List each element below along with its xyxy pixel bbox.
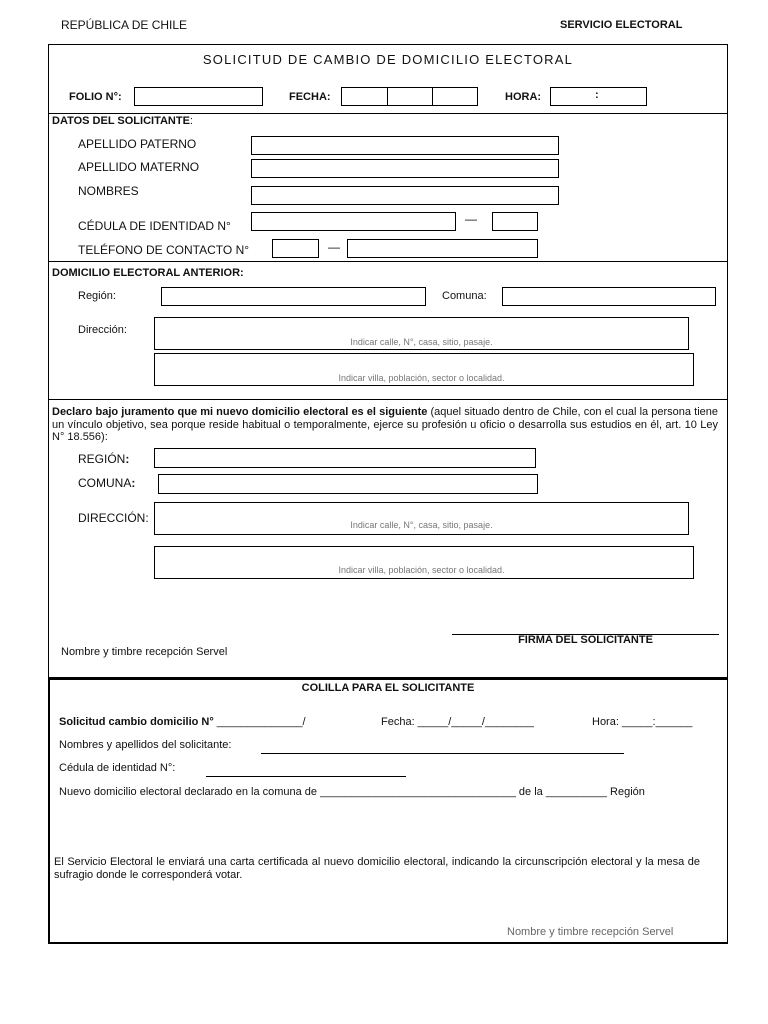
colilla-hora: Hora: _____:______	[592, 716, 693, 728]
nuevo-villa-hint: Indicar villa, población, sector o localidad.	[338, 565, 505, 575]
anterior-region-input[interactable]	[161, 287, 426, 306]
anterior-comuna-label: Comuna:	[442, 290, 487, 302]
colilla-nombres-label: Nombres y apellidos del solicitante:	[59, 739, 232, 751]
nuevo-comuna-input[interactable]	[158, 474, 538, 494]
colilla-nuevo-domicilio: Nuevo domicilio electoral declarado en la comuna de ________________________________ de la __________ Región	[59, 786, 645, 798]
colilla-title: COLILLA PARA EL SOLICITANTE	[301, 682, 475, 694]
colilla-carta-text: El Servicio Electoral le enviará una carta certificada al nuevo domicilio electoral, indicando la circunscripción electoral y la mesa de sufragio donde le corresponderá votar.	[54, 856, 700, 881]
solicitante-heading: DATOS DEL SOLICITANTE:	[52, 115, 193, 127]
cedula-dash: —	[465, 212, 477, 226]
firma-label: FIRMA DEL SOLICITANTE	[518, 634, 653, 646]
apellido-paterno-label: APELLIDO PATERNO	[78, 137, 197, 151]
nuevo-direccion-label: DIRECCIÓN:	[78, 511, 149, 525]
fecha-divider	[387, 87, 388, 106]
timbre-label: Nombre y timbre recepción Servel	[61, 646, 228, 658]
fecha-label: FECHA:	[289, 91, 331, 103]
nombres-input[interactable]	[251, 186, 559, 205]
anterior-heading: DOMICILIO ELECTORAL ANTERIOR:	[52, 267, 244, 279]
anterior-comuna-input[interactable]	[502, 287, 716, 306]
nuevo-calle-hint: Indicar calle, N°, casa, sitio, pasaje.	[350, 520, 493, 530]
telefono-codigo-input[interactable]	[272, 239, 319, 258]
declaracion-text: Declaro bajo juramento que mi nuevo domicilio electoral es el siguiente (aquel situado dentro de Chile, con el cual la persona tiene un vínculo objetivo, sea porque reside habitual o temporalmente, ejerce su profesión u oficio o desarrolla sus estudios en él, art. 10 Ley N° 18.556):	[52, 406, 718, 443]
nuevo-comuna-label: COMUNA:	[78, 476, 136, 490]
anterior-direccion-label: Dirección:	[78, 324, 127, 336]
cedula-dv-input[interactable]	[492, 212, 538, 231]
nuevo-calle-input[interactable]	[154, 502, 689, 535]
anterior-region-label: Región:	[78, 290, 116, 302]
apellido-materno-label: APELLIDO MATERNO	[78, 160, 200, 174]
header-republica: REPÚBLICA DE CHILE	[61, 18, 188, 32]
apellido-materno-input[interactable]	[251, 159, 559, 178]
telefono-dash: —	[328, 240, 340, 254]
divider	[48, 261, 728, 262]
header-servicio: SERVICIO ELECTORAL	[560, 19, 683, 31]
cedula-input[interactable]	[251, 212, 456, 231]
telefono-numero-input[interactable]	[347, 239, 538, 258]
apellido-paterno-input[interactable]	[251, 136, 559, 155]
divider	[48, 399, 728, 400]
anterior-villa-hint: Indicar villa, población, sector o localidad.	[338, 373, 505, 383]
colilla-cedula-label: Cédula de identidad N°:	[59, 762, 176, 774]
hora-separator: :	[595, 89, 599, 101]
colilla-cedula-line[interactable]	[206, 776, 406, 777]
nuevo-region-input[interactable]	[154, 448, 536, 468]
telefono-label: TELÉFONO DE CONTACTO N°	[78, 243, 250, 257]
hora-label: HORA:	[505, 91, 542, 103]
nombres-label: NOMBRES	[78, 184, 139, 198]
divider	[48, 113, 728, 114]
nuevo-region-label: REGIÓN:	[78, 452, 130, 466]
colilla-solicitud: Solicitud cambio domicilio N° ______________/	[59, 716, 306, 728]
form-title: SOLICITUD DE CAMBIO DE DOMICILIO ELECTORAL	[202, 52, 574, 67]
colilla-nombres-line[interactable]	[261, 753, 624, 754]
anterior-calle-hint: Indicar calle, N°, casa, sitio, pasaje.	[350, 337, 493, 347]
fecha-input[interactable]	[341, 87, 478, 106]
colilla-fecha: Fecha: _____/_____/________	[381, 716, 534, 728]
cedula-label: CÉDULA DE IDENTIDAD N°	[78, 219, 231, 233]
folio-label: FOLIO N°:	[69, 91, 122, 103]
folio-input[interactable]	[134, 87, 263, 106]
fecha-divider	[432, 87, 433, 106]
colilla-timbre-label: Nombre y timbre recepción Servel	[507, 926, 674, 938]
